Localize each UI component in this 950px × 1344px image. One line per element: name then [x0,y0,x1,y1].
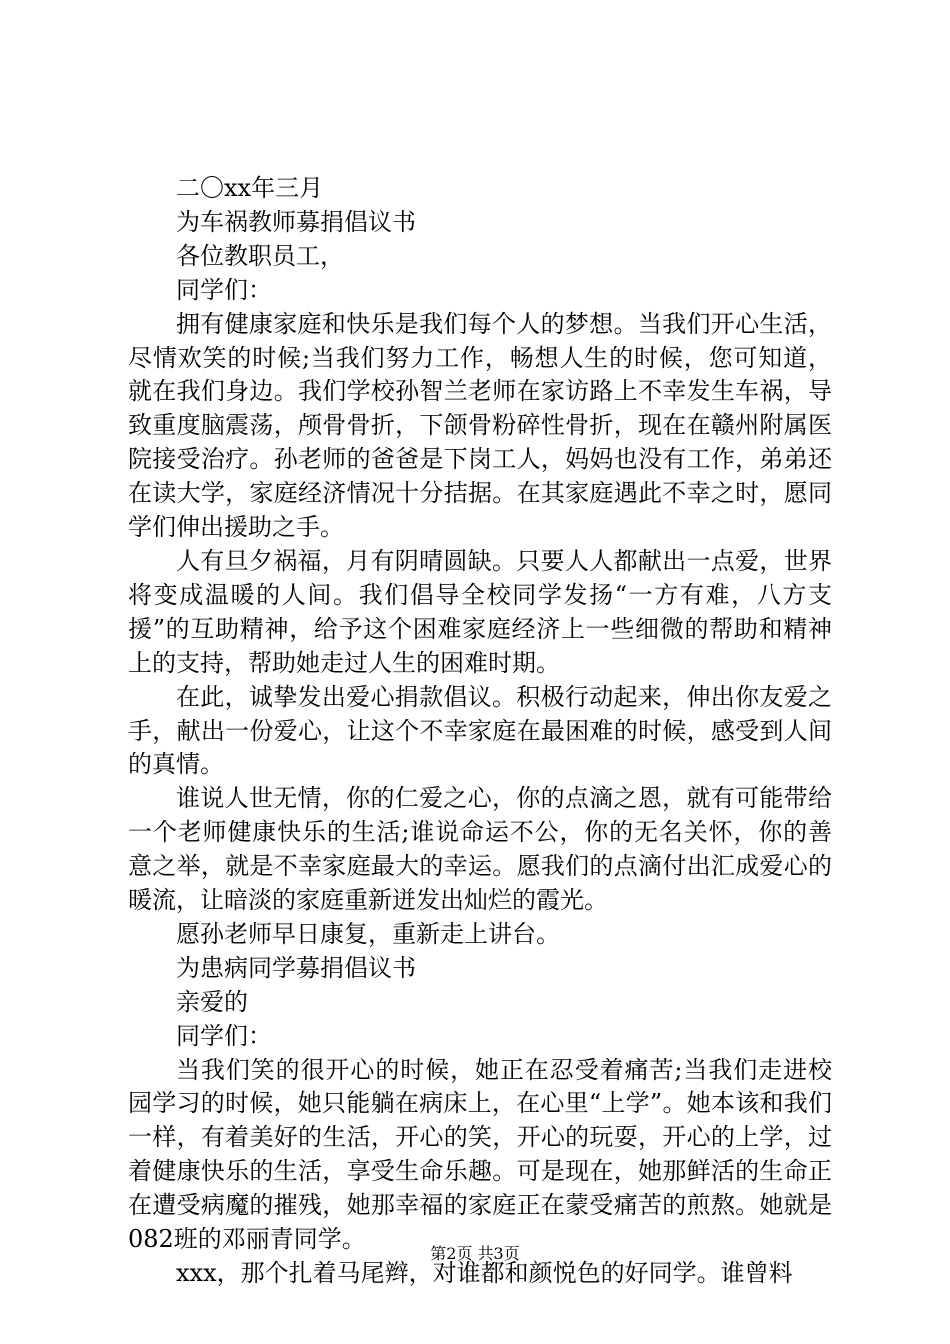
document-body [128,172,832,1291]
body-paragraph: 人有旦夕祸福，月有阴晴圆缺。只要人人都献出一点爱，世界将变成温暖的人间。我们倡导全校同学发扬“一方有难，八方支援”的互助精神，给予这个困难家庭经济上一些细微的帮助和精神上的支持，帮助她走过人生的困难时期。 [128,546,832,677]
page-number-footer: 第2页 共3页 [430,1244,520,1263]
body-paragraph: xxx，那个扎着马尾辫，对谁都和颜悦色的好同学。谁曾料 [176,1259,793,1287]
body-paragraph: 在此，诚挚发出爱心捐款倡议。积极行动起来，伸出你友爱之手，献出一份爱心，让这个不幸家庭在最困难的时候，感受到人间的真情。 [128,682,832,779]
body-paragraph: 谁说人世无情，你的仁爱之心，你的点滴之恩，就有可能带给一个老师健康快乐的生活;谁说命运不公，你的无名关怀，你的善意之举，就是不幸家庭最大的幸运。愿我们的点滴付出汇成爱心的暖流，让暗淡的家庭重新迸发出灿烂的霞光。 [128,784,832,915]
second-salutation: 亲爱的 [176,987,248,1016]
salutation-staff: 各位教职员工， [176,241,344,270]
letter-title: 为车祸教师募捐倡议书 [176,207,416,236]
closing-line: 愿孙老师早日康复，重新走上讲台。 [176,919,560,948]
second-letter-title: 为患病同学募捐倡议书 [176,953,416,982]
salutation-students: 同学们： [176,275,272,304]
body-paragraph: 拥有健康家庭和快乐是我们每个人的梦想。当我们开心生活，尽情欢笑的时候;当我们努力工作，畅想人生的时候，您可知道，就在我们身边。我们学校孙智兰老师在家访路上不幸发生车祸，导致重度脑震荡，颅骨骨折，下颌骨粉碎性骨折，现在在赣州附属医院接受治疗。孙老师的爸爸是下岗工人，妈妈也没有工作，弟弟还在读大学，家庭经济情况十分拮据。在其家庭遇此不幸之时，愿同学们伸出援助之手。 [128,309,832,542]
body-paragraph: 当我们笑的很开心的时候，她正在忍受着痛苦;当我们走进校园学习的时候，她只能躺在病床上，在心里“上学”。她本该和我们一样，有着美好的生活，开心的笑，开心的玩耍，开心的上学，过着健康快乐的生活，享受生命乐趣。可是现在，她那鲜活的生命正在遭受病魔的摧残，她那幸福的家庭正在蒙受痛苦的煎熬。她就是082班的邓丽青同学。 [128,1055,832,1254]
second-salutation-students: 同学们： [176,1021,272,1050]
date-line: 二〇xx年三月 [176,174,324,202]
